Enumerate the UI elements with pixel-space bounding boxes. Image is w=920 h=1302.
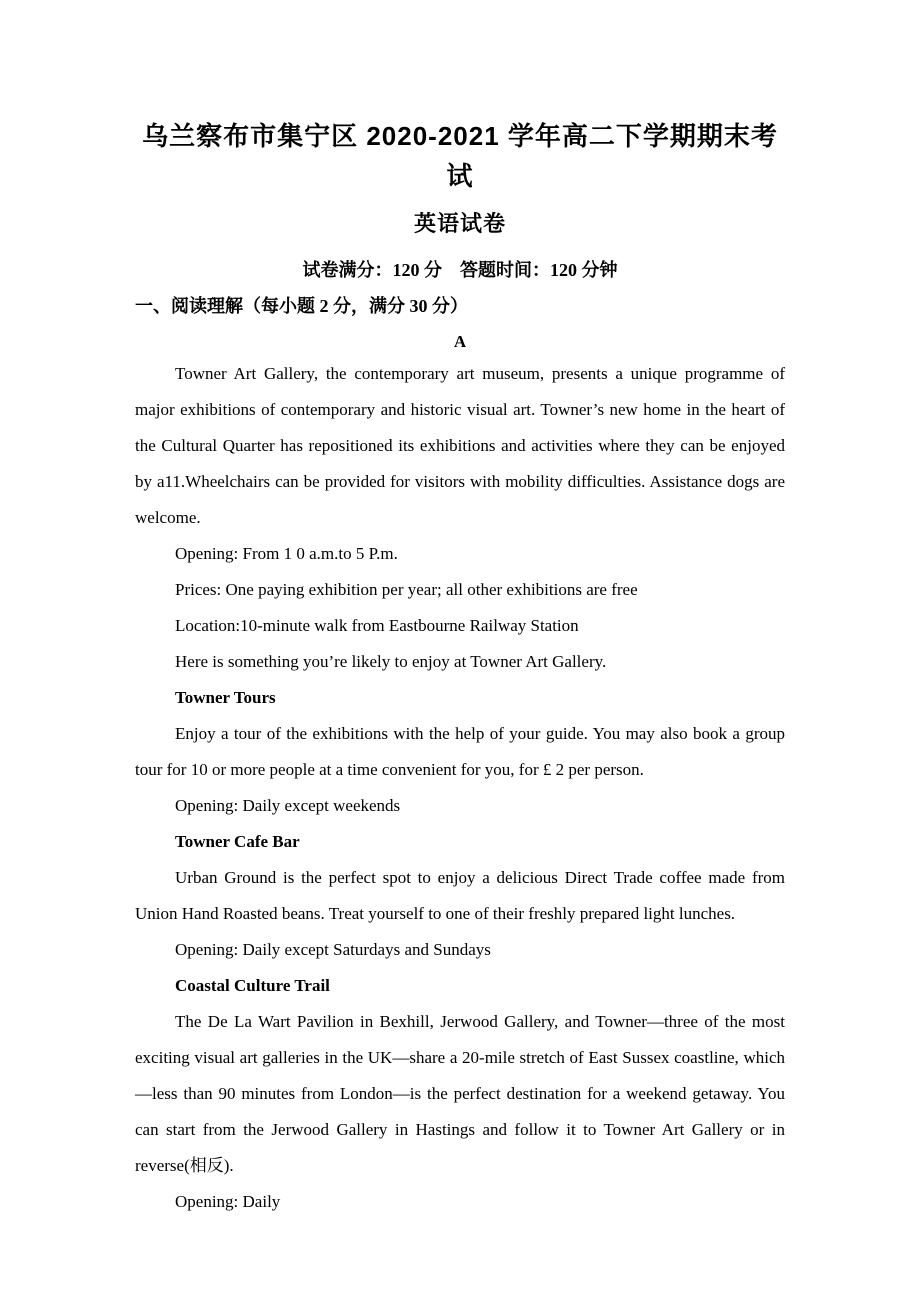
passage-paragraph: Enjoy a tour of the exhibitions with the help of your guide. You may also book a group tour for 10 or more people at a time convenient for you, for £ 2 per person. xyxy=(135,724,785,779)
passage-paragraph: Opening: Daily except Saturdays and Sundays xyxy=(175,940,491,959)
passage-paragraph: Opening: Daily xyxy=(175,1192,281,1211)
passage-paragraph: Opening: Daily except weekends xyxy=(175,796,401,815)
passage-paragraph: Opening: From 1 0 a.m.to 5 P.m. xyxy=(175,544,398,563)
section-heading: 一、阅读理解（每小题 2 分，满分 30 分） xyxy=(135,296,468,316)
page-title: 乌兰察布市集宁区 2020-2021 学年高二下学期期末考试 xyxy=(142,121,778,191)
passage-paragraph: Location:10-minute walk from Eastbourne Railway Station xyxy=(175,616,579,635)
passage-paragraph: Here is something you’re likely to enjoy at Towner Art Gallery. xyxy=(175,652,607,671)
passage-subheading: Towner Tours xyxy=(175,688,276,707)
passage-body xyxy=(135,356,785,1220)
passage-paragraph: Towner Art Gallery, the contemporary art museum, presents a unique programme of major exhibitions of contemporary and historic visual art. Towner’s new home in the heart of the Cultural Quarter has repositioned its exhibitions and activities where they can be enjoyed by a11.Wheelchairs can be provided for visitors with mobility difficulties. Assistance dogs are welcome. xyxy=(135,364,785,527)
passage-label: A xyxy=(453,332,467,351)
passage-paragraph: The De La Wart Pavilion in Bexhill, Jerwood Gallery, and Towner—three of the most exciting visual art galleries in the UK—share a 20-mile stretch of East Sussex coastline, which—less than 90 minutes from London—is the perfect destination for a weekend getaway. You can start from the Jerwood Gallery in Hastings and follow it to Towner Art Gallery or in reverse(相反). xyxy=(135,1012,785,1175)
passage-paragraph: Urban Ground is the perfect spot to enjoy a delicious Direct Trade coffee made from Union Hand Roasted beans. Treat yourself to one of their freshly prepared light lunches. xyxy=(135,868,785,923)
exam-info-line: 试卷满分：120 分 答题时间：120 分钟 xyxy=(302,260,618,280)
exam-subtitle: 英语试卷 xyxy=(413,211,506,236)
passage-subheading: Towner Cafe Bar xyxy=(175,832,300,851)
passage-subheading: Coastal Culture Trail xyxy=(175,976,330,995)
passage-paragraph: Prices: One paying exhibition per year; all other exhibitions are free xyxy=(175,580,638,599)
